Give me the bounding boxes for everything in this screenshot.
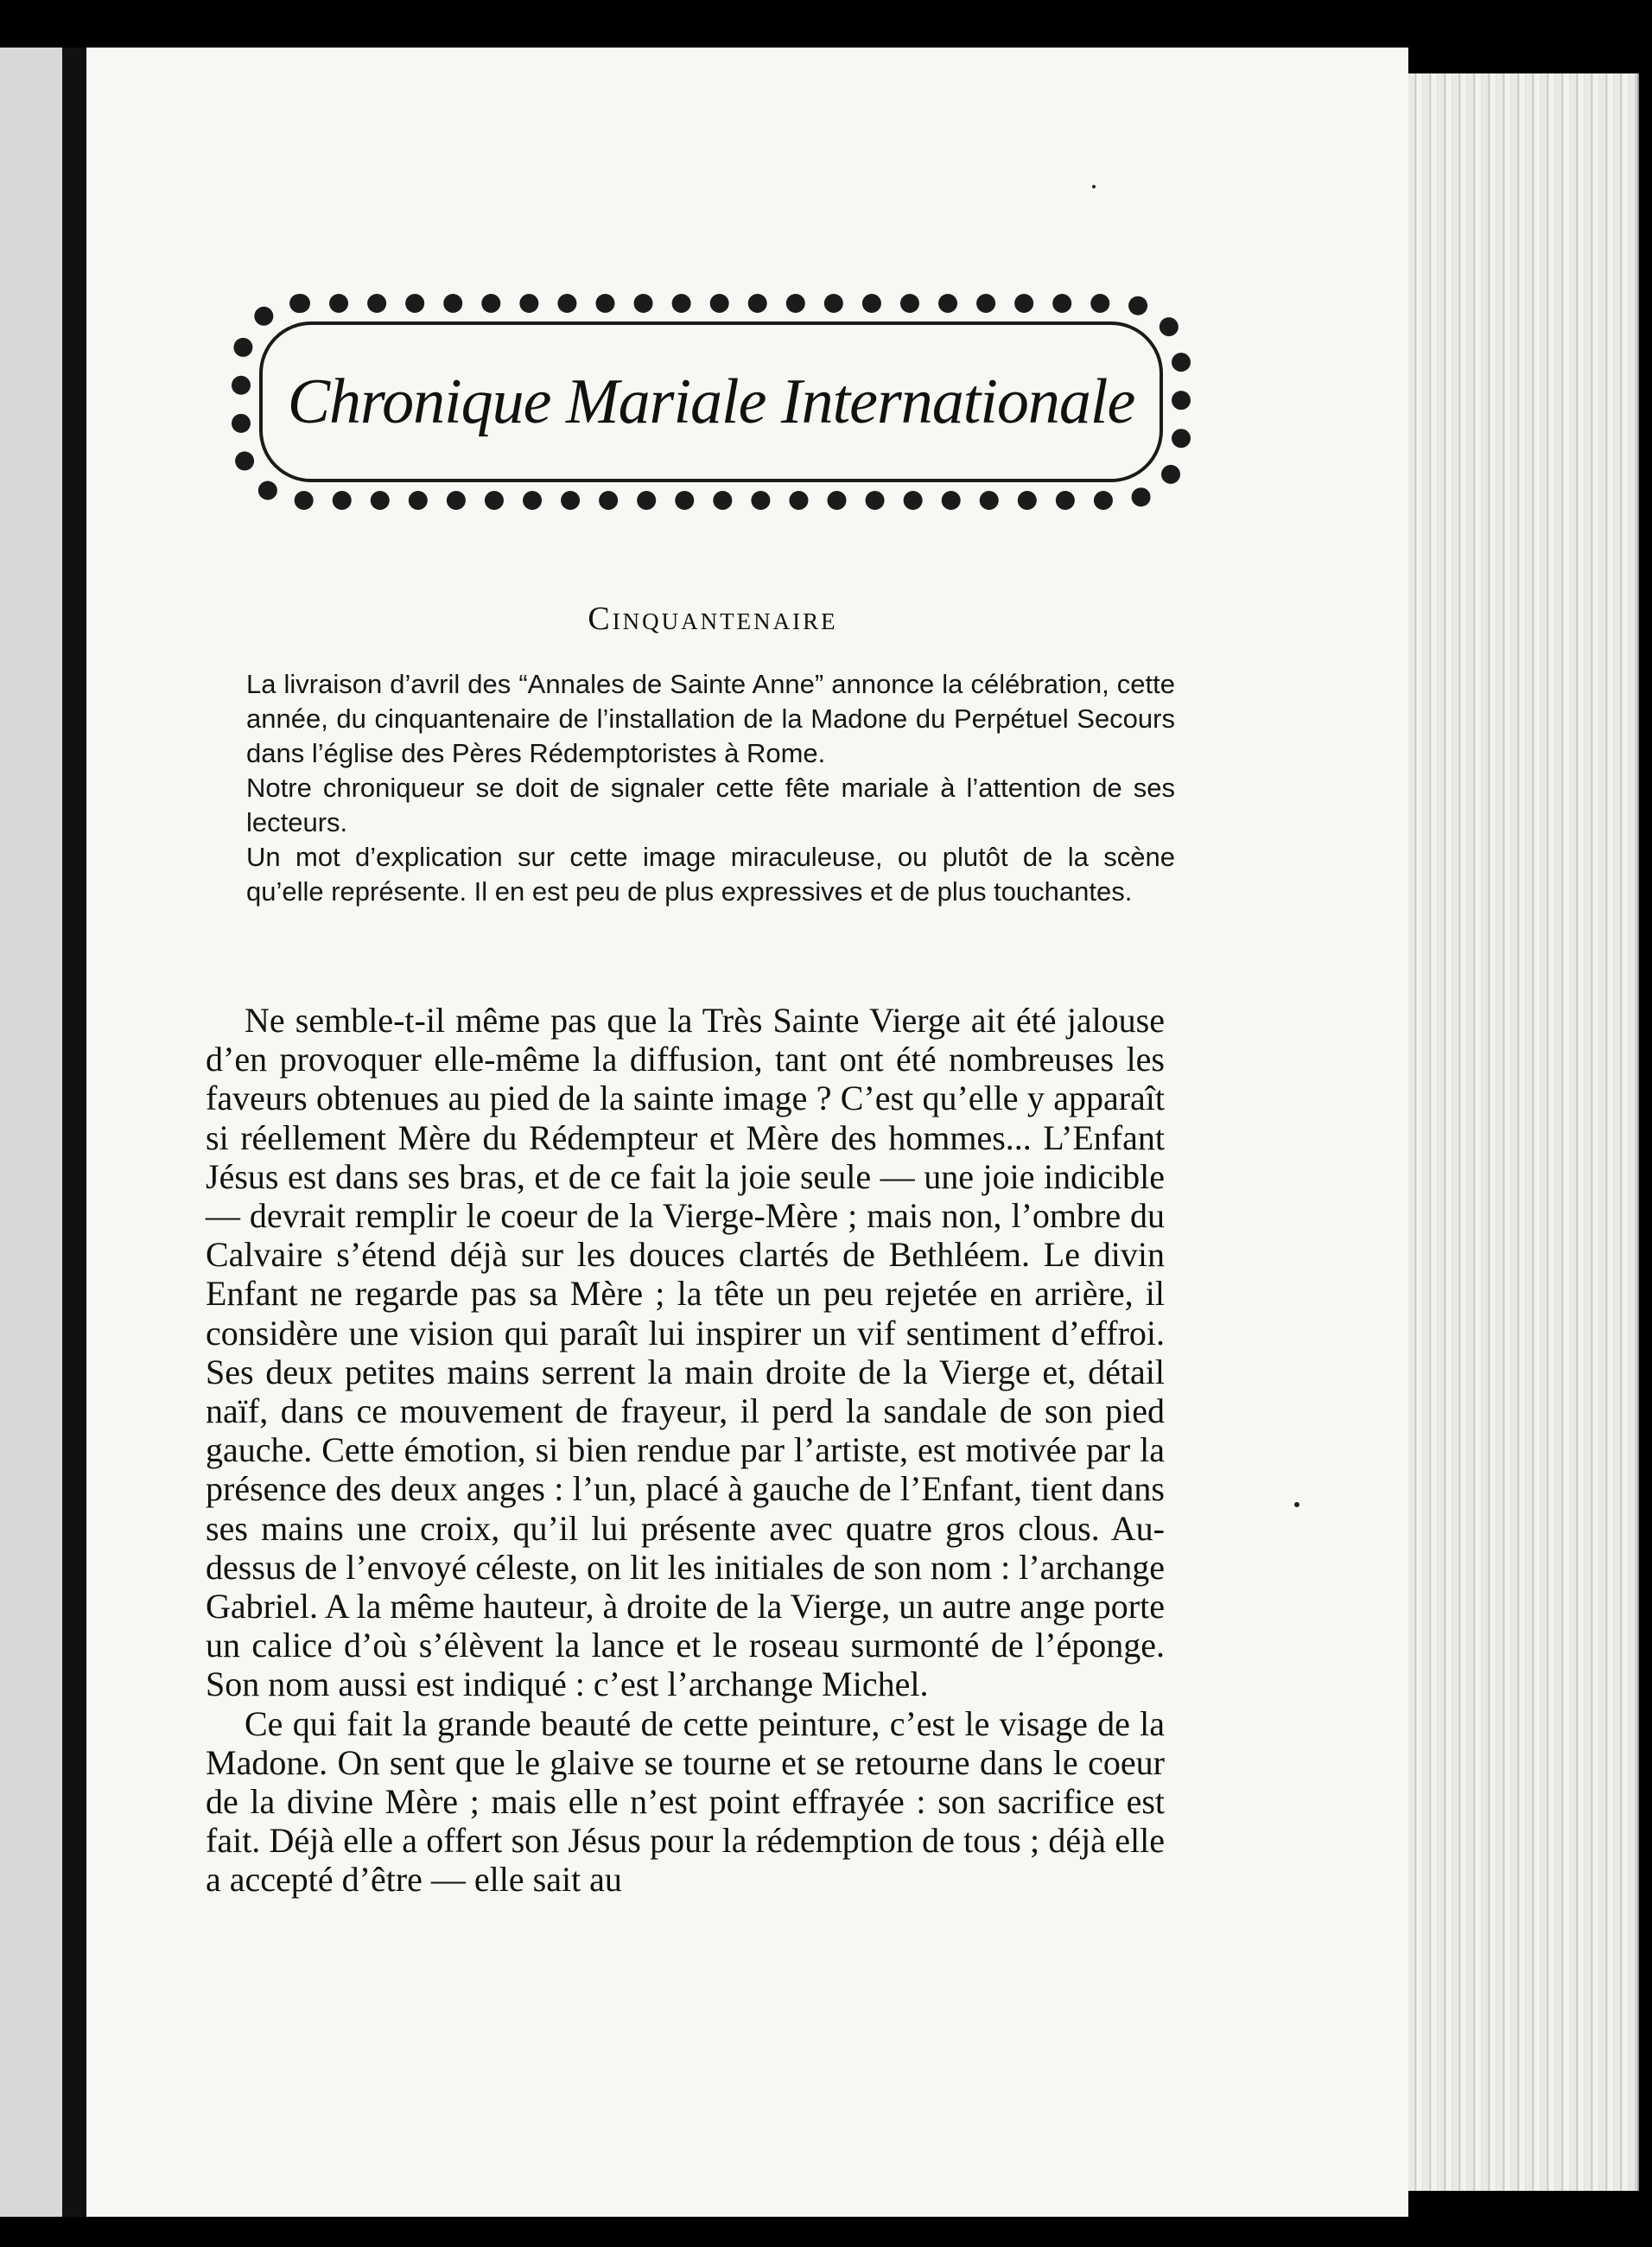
page-stack-edges	[1408, 73, 1639, 2191]
intro-block	[246, 667, 1175, 909]
header-banner	[259, 321, 1163, 482]
body-paragraph: Ne semble-t-il même pas que la Très Sainte Vierge ait été jalouse d’en provoquer elle-même la diffusion, tant ont été nombreuses les faveurs obtenues au pied de la sainte image ? C’est qu’elle y apparaît si réellement Mère du Rédempteur et Mère des hommes... L’Enfant Jésus est dans ses bras, et de ce fait la joie seule — une joie indicible — devrait remplir le coeur de la Vierge-Mère ; mais non, l’ombre du Calvaire s’étend déjà sur les douces clartés de Bethléem. Le divin Enfant ne regarde pas sa Mère ; la tête un peu rejetée en arrière, il considère une vision qui paraît lui inspirer un vif sentiment d’effroi. Ses deux petites mains serrent la main droite de la Vierge et, détail naïf, dans ce mouvement de frayeur, il perd la sandale de son pied gauche. Cette émotion, si bien rendue par l’artiste, est motivée par la présence des deux anges : l’un, placé à gauche de l’Enfant, tient dans ses mains une croix, qu’il lui présente avec quatre gros clous. Au-dessus de l’envoyé céleste, on lit les initiales de son nom : l’archange Gabriel. A la même hauteur, à droite de la Vierge, un autre ange porte un calice d’où s’élèvent la lance et le roseau surmonté de l’éponge. Son nom aussi est indiqué : c’est l’archange Michel.	[206, 1001, 1165, 1704]
page-speck	[1092, 185, 1096, 188]
article-body	[206, 1001, 1165, 1900]
section-title: Cinquantenaire	[588, 601, 838, 637]
left-page-edge	[0, 48, 62, 2217]
intro-paragraph: Notre chroniqueur se doit de signaler cette fête mariale à l’attention de ses lecteurs.	[246, 773, 1175, 837]
page-speck	[1294, 1502, 1299, 1507]
book-gutter	[62, 48, 86, 2217]
intro-paragraph: La livraison d’avril des “Annales de Sainte Anne” annonce la célébration, cette année, du cinquantenaire de l’installation de la Madone du Perpétuel Secours dans l’église des Pères Rédemptoristes à Rome.	[246, 669, 1175, 768]
chronicle-title: Chronique Mariale Internationale	[287, 366, 1135, 437]
body-paragraph: Ce qui fait la grande beauté de cette peinture, c’est le visage de la Madone. On sent que le glaive se tourne et se retourne dans le coeur de la divine Mère ; mais elle n’est point effrayée : son sacrifice est fait. Déjà elle a offert son Jésus pour la rédemption de tous ; déjà elle a accepté d’être — elle sait au	[206, 1703, 1165, 1900]
intro-paragraph: Un mot d’explication sur cette image miraculeuse, ou plutôt de la scène qu’elle représente. Il en est peu de plus expressives et de plus touchantes.	[246, 842, 1175, 907]
